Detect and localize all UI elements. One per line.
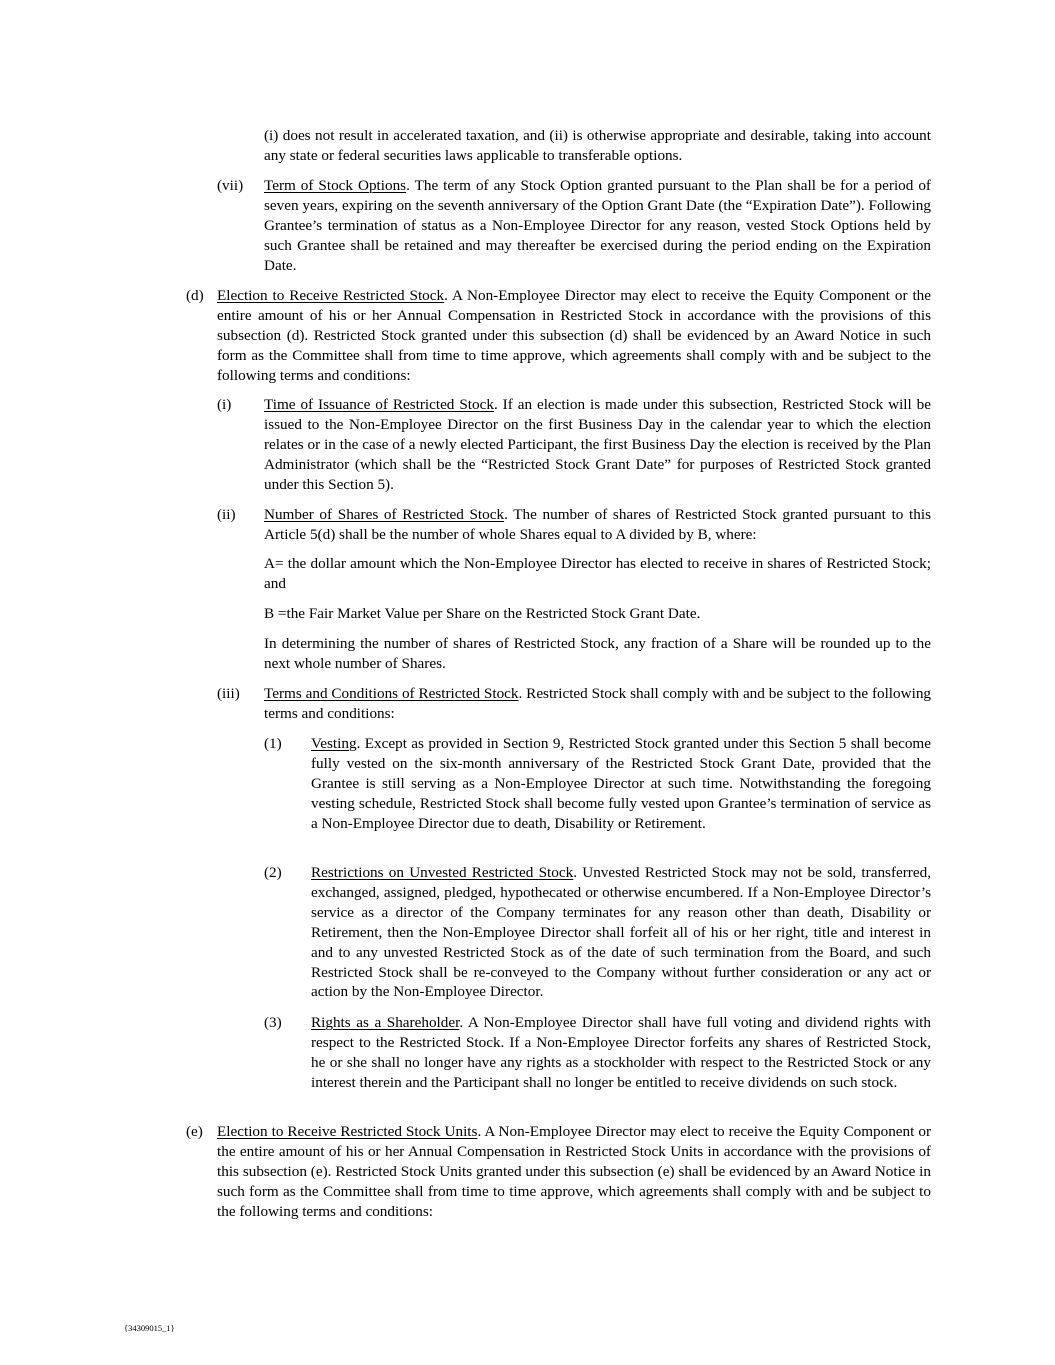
section-e-marker: (e): [186, 1123, 203, 1140]
section-e: [186, 1122, 931, 1222]
continuation-text: (i) does not result in accelerated taxation, and (ii) is otherwise appropriate and desirable, taking into account any state or federal securities laws applicable to transferable options.: [264, 127, 931, 164]
sub-item-1-body: . Except as provided in Section 9, Restricted Stock granted under this Section 5 shall become fully vested on the six-month anniversary of the Restricted Stock Grant Date, provided that the Grantee is still serving as a Non-Employee Director at such time. Notwithstanding the foregoing vesting schedule, Restricted Stock shall become fully vested upon Grantee’s termination of service as a Non-Employee Director due to death, Disability or Retirement.: [311, 735, 931, 832]
clause-d-i-heading: Time of Issuance of Restricted Stock: [264, 396, 494, 413]
sub-item-3-heading: Rights as a Shareholder: [311, 1014, 460, 1031]
footer-document-id: {34309015_1}: [124, 1323, 175, 1333]
clause-d-ii-body: . The number of shares of Restricted Stock granted pursuant to this Article 5(d) shall be the number of whole Shares equal to A divided by B, where:: [264, 506, 931, 543]
sub-item-1: [264, 734, 931, 834]
definition-a: [264, 554, 931, 594]
clause-d-iii-body: . Restricted Stock shall comply with and be subject to the following terms and conditions:: [264, 685, 932, 722]
definition-b: [264, 604, 931, 624]
clause-d-i-marker: (i): [217, 396, 232, 413]
continuation-paragraph: [264, 126, 931, 166]
clause-d-ii-marker: (ii): [217, 506, 236, 523]
clause-vii-heading: Term of Stock Options: [264, 177, 407, 194]
sub-item-3: [264, 1013, 931, 1093]
definition-b-text: B =the Fair Market Value per Share on the Restricted Stock Grant Date.: [264, 605, 701, 622]
clause-d-ii: [217, 505, 931, 545]
clause-d-i-body: . If an election is made under this subsection, Restricted Stock will be issued to the Non-Employee Director on the first Business Day in the calendar year to which the election relates or in the case of a newly elected Participant, the first Business Day the election is received by the Plan Administrator (which shall be the “Restricted Stock Grant Date” for purposes of Restricted Stock granted under this Section 5).: [264, 396, 931, 493]
definition-a-text: A= the dollar amount which the Non-Employee Director has elected to receive in shares of Restricted Stock; and: [264, 555, 931, 592]
sub-item-2-body: . Unvested Restricted Stock may not be sold, transferred, exchanged, assigned, pledged, hypothecated or otherwise encumbered. If a Non-Employee Director’s service as a director of the Company terminates for any reason other than death, Disability or Retirement, then the Non-Employee Director shall forfeit all of his or her right, title and interest in and to any unvested Restricted Stock as of the date of such termination from the Board, and such Restricted Stock shall be re-conveyed to the Company without further consideration or any act or action by the Non-Employee Director.: [311, 864, 931, 1001]
clause-d-iii-heading: Terms and Conditions of Restricted Stock: [264, 685, 519, 702]
section-d-heading: Election to Receive Restricted Stock: [217, 287, 445, 304]
section-e-heading: Election to Receive Restricted Stock Units: [217, 1123, 478, 1140]
section-d: [186, 286, 931, 386]
clause-vii-body: . The term of any Stock Option granted pursuant to the Plan shall be for a period of seven years, expiring on the seventh anniversary of the Option Grant Date (the “Expiration Date”). Following Grantee’s termination of status as a Non-Employee Director for any reason, vested Stock Options held by such Grantee shall be retained and may thereafter be exercised during the period ending on the Expiration Date.: [264, 177, 931, 274]
sub-item-1-marker: (1): [264, 735, 282, 752]
section-e-body: . A Non-Employee Director may elect to receive the Equity Component or the entire amount of his or her Annual Compensation in Restricted Stock Units in accordance with the provisions of this subsection (e). Restricted Stock Units granted under this subsection (e) shall be evidenced by an Award Notice in such form as the Committee shall from time to time approve, which agreements shall comply with and be subject to the following terms and conditions:: [217, 1123, 931, 1220]
clause-vii-marker: (vii): [217, 177, 244, 194]
sub-item-2-heading: Restrictions on Unvested Restricted Stock: [311, 864, 574, 881]
rounding-paragraph: [264, 634, 931, 674]
clause-vii: [217, 176, 931, 276]
rounding-text: In determining the number of shares of Restricted Stock, any fraction of a Share will be rounded up to the next whole number of Shares.: [264, 635, 931, 672]
section-d-body: . A Non-Employee Director may elect to receive the Equity Component or the entire amount of his or her Annual Compensation in Restricted Stock in accordance with the provisions of this subsection (d). Restricted Stock granted under this subsection (d) shall be evidenced by an Award Notice in such form as the Committee shall from time to time approve, which agreements shall comply with and be subject to the following terms and conditions:: [217, 287, 931, 384]
sub-item-2-marker: (2): [264, 864, 282, 881]
clause-d-ii-heading: Number of Shares of Restricted Stock: [264, 506, 505, 523]
sub-item-3-body: . A Non-Employee Director shall have full voting and dividend rights with respect to the Restricted Stock. If a Non-Employee Director forfeits any shares of Restricted Stock, he or she shall no longer have any rights as a stockholder with respect to the Restricted Stock or any interest therein and the Participant shall no longer be entitled to receive dividends on such stock.: [311, 1014, 931, 1091]
clause-d-iii: [217, 684, 932, 724]
clause-d-i: [217, 395, 931, 495]
section-d-marker: (d): [186, 287, 204, 304]
sub-item-2: [264, 863, 931, 1002]
sub-item-3-marker: (3): [264, 1014, 282, 1031]
sub-item-1-heading: Vesting: [311, 735, 357, 752]
clause-d-iii-marker: (iii): [217, 685, 240, 702]
